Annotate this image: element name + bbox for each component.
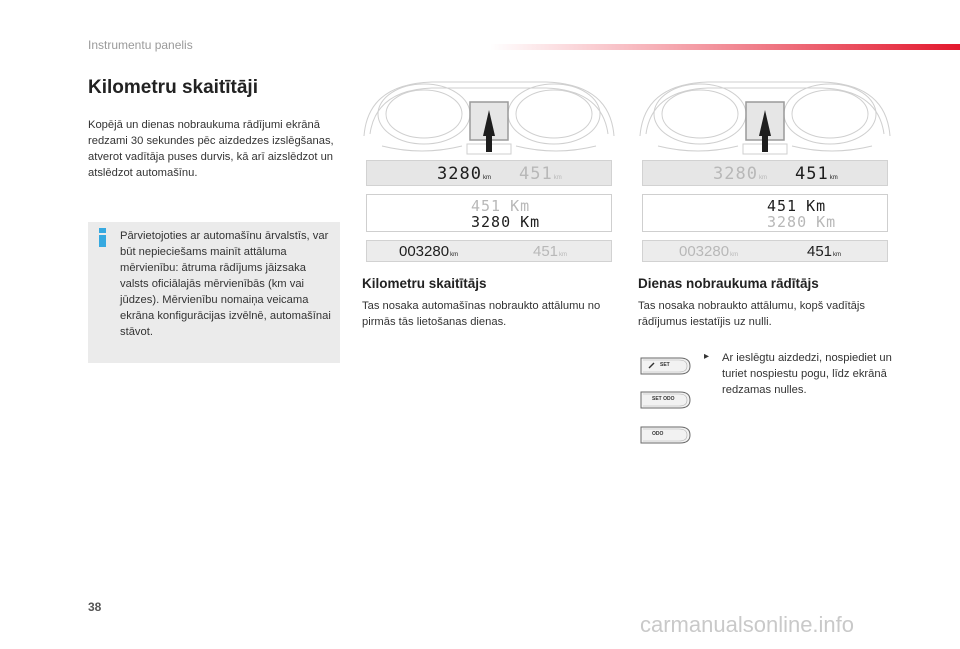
bullet-arrow-icon: ▸: [704, 351, 710, 362]
lcd-digital: 003280km 451km: [642, 240, 888, 262]
odo-button-illustration: [640, 425, 692, 445]
trip-text: Tas nosaka nobraukto attālumu, kopš vadītājs rādījumus iestatījis uz nulli.: [638, 300, 865, 328]
set-button-illustration: [640, 356, 692, 376]
info-text: Pārvietojoties ar automašīnu ārvalstīs, var būt nepieciešams mainīt attāluma mērvienību: ātruma rādījums jāizsaka valsts oficiālajās mērvienībās (km vai jūdzes). Mērvienību nomaiņa veicama ekrāna konfigurācijas izvēlnē, automašīnai stāvot.: [120, 230, 331, 338]
page-number: 38: [88, 600, 102, 614]
instrument-cluster-icon: [362, 76, 616, 160]
trip-title: Dienas nobraukuma rādītājs: [638, 276, 819, 291]
set-odo-button-label: SET ODO: [652, 396, 675, 402]
odometer-illustration: [362, 76, 616, 262]
trip-km-value: 451: [519, 164, 553, 184]
instrument-cluster-icon: [638, 76, 892, 160]
trip-illustration: [638, 76, 892, 262]
lcd-digital: 003280km 451km: [366, 240, 612, 262]
lcd-total-emphasis: 3280km 451km: [366, 160, 612, 186]
total-km-value: 3280: [437, 164, 482, 184]
odometer-text: Tas nosaka automašīnas nobraukto attālumu no pirmās tās lietošanas dienas.: [362, 300, 601, 328]
set-button-label: SET: [660, 362, 670, 368]
page-title: Kilometru skaitītāji: [88, 77, 258, 98]
lcd-two-line: 451 Km 3280 Km: [366, 194, 612, 232]
watermark: carmanualsonline.info: [640, 612, 855, 637]
info-box: [88, 222, 340, 363]
reset-instruction: Ar ieslēgtu aizdedzi, nospiediet un turiet nospiestu pogu, līdz ekrānā redzamas nulles.: [722, 352, 892, 396]
header-title: Instrumentu panelis: [88, 38, 193, 52]
intro-paragraph: Kopējā un dienas nobraukuma rādījumi ekrānā redzami 30 sekundes pēc aizdedzes izslēgšanas, atverot vadītāja puses durvis, kā arī aizslēdzot un atslēdzot automašīnu.: [88, 119, 334, 179]
set-odo-button-illustration: [640, 390, 692, 410]
lcd-trip-emphasis: 3280km 451km: [642, 160, 888, 186]
odo-button-label: ODO: [652, 431, 664, 437]
odometer-title: Kilometru skaitītājs: [362, 276, 487, 291]
header-accent-bar: [490, 44, 960, 50]
info-icon: [97, 228, 109, 246]
lcd-two-line: 451 Km 3280 Km: [642, 194, 888, 232]
